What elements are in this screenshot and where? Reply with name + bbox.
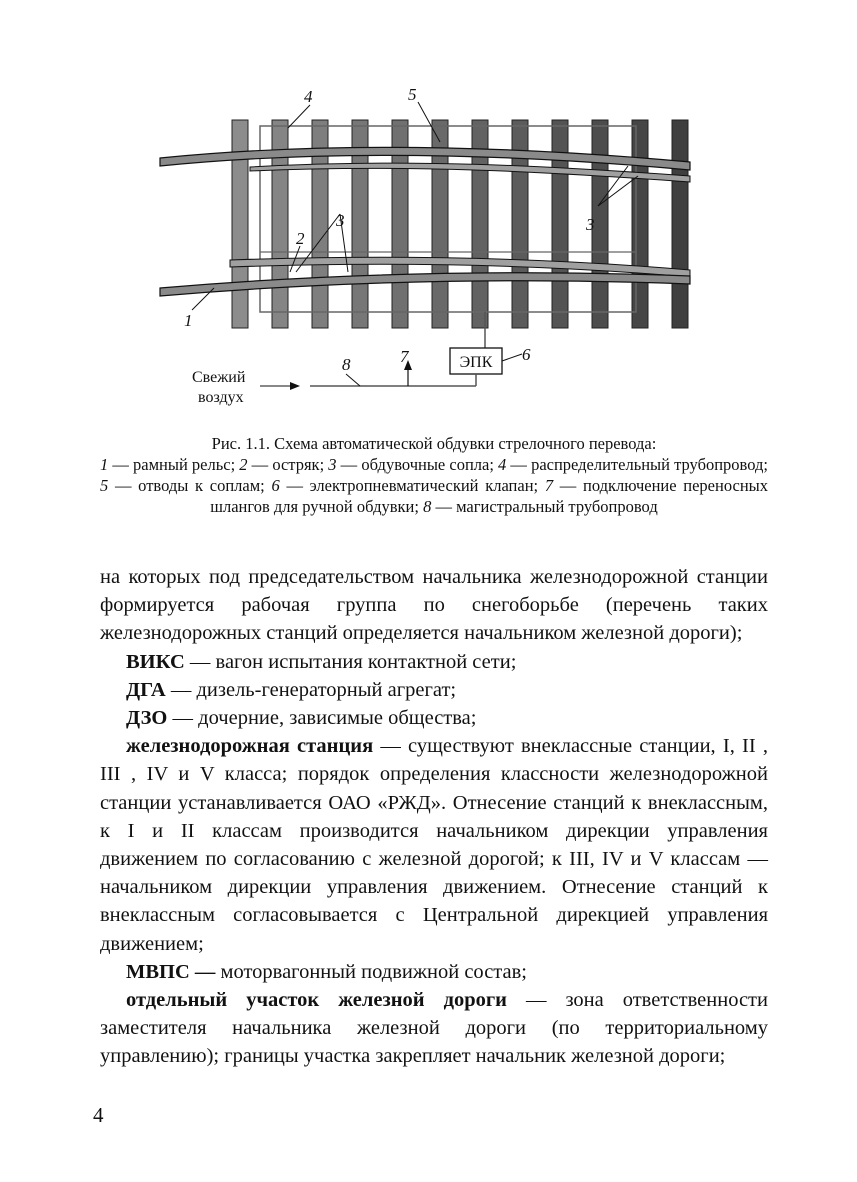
definition-term: отдельный участок железной дороги	[126, 989, 507, 1012]
label-1: 1	[184, 311, 193, 330]
definition-text: — зона ответственности заместителя начальника железной дороги (по территориальному управлению); границы участка закрепляет начальник железной дороги;	[100, 989, 768, 1068]
body-text	[100, 563, 768, 1071]
definition-term: ДЗО	[126, 707, 168, 730]
definition-text: — дочерние, зависимые общества;	[167, 707, 477, 730]
caption-item-text: — магистральный трубопровод	[431, 497, 658, 516]
definition-text: — дизель-генераторный агрегат;	[165, 678, 457, 701]
caption-item-num: 3	[328, 455, 337, 474]
definition-viks	[100, 648, 768, 676]
caption-item-num: 6	[271, 476, 280, 495]
caption-title: Рис. 1.1. Схема автоматической обдувки стрелочного перевода:	[211, 434, 657, 453]
fresh-air-label-line1: Свежий	[192, 369, 246, 386]
epk-label: ЭПК	[459, 354, 493, 371]
label-6: 6	[522, 345, 531, 364]
paragraph-continuation: на которых под председательством начальника железнодорожной станции формируется рабочая группа по снегоборьбе (перечень таких железнодорожных станций определяется начальником железной дороги);	[100, 566, 768, 645]
caption-item-text: — остряк;	[247, 455, 329, 474]
caption-item-text: — электропневматический клапан;	[279, 476, 545, 495]
definition-term: железнодорожная станция	[126, 735, 374, 758]
caption-item-text: — распределительный трубопровод;	[506, 455, 768, 474]
label-7: 7	[400, 347, 409, 366]
leader-line-4	[288, 105, 310, 128]
switch-blowing-diagram	[150, 84, 710, 414]
page-number: 4	[93, 1103, 104, 1127]
caption-item-num: 4	[498, 455, 507, 474]
definition-dzo	[100, 704, 768, 732]
definition-term: ВИКС	[126, 650, 185, 673]
sleeper	[552, 120, 568, 328]
definition-text: моторвагонный подвижной состав;	[215, 960, 527, 983]
definition-dga	[100, 676, 768, 704]
definition-railway-section	[100, 986, 768, 1071]
label-5: 5	[408, 85, 417, 104]
caption-item-num: 5	[100, 476, 109, 495]
caption-item-num: 1	[100, 455, 109, 474]
definition-text: — существуют внеклассные станции, I, II , III , IV и V класса; порядок определения классности железнодорожной станции устанавливается ОАО «РЖД». Отнесение станций к внеклассным, к I и II классам производится начальником дирекции управления движением по согласованию с железной дорогой; к III, IV и V классам — начальником дирекции управления движением. Отнесение станций к внеклассным согласовывается с Центральной дирекцией управления движением;	[100, 735, 768, 955]
definition-text: — вагон испытания контактной сети;	[184, 650, 517, 673]
definition-railway-station	[100, 732, 768, 958]
sleeper	[632, 120, 648, 328]
caption-item-text: — рамный рельс;	[108, 455, 240, 474]
fresh-air-label-line2: воздух	[198, 389, 244, 406]
leader-line-8	[346, 374, 360, 386]
label-3-upper: 3	[586, 215, 595, 234]
caption-item-num: 2	[239, 455, 248, 474]
label-8: 8	[342, 355, 351, 374]
figure-caption	[100, 433, 768, 517]
caption-item-num: 8	[423, 497, 432, 516]
label-2: 2	[296, 229, 305, 248]
caption-legend	[100, 454, 768, 517]
label-4: 4	[304, 87, 313, 106]
caption-item-text: — подключение переносных шлангов для ручной обдувки;	[210, 476, 768, 516]
label-3-lower: 3	[336, 211, 345, 230]
definition-term: ДГА	[126, 678, 166, 701]
leader-line-6	[502, 354, 522, 361]
sleeper	[672, 120, 688, 328]
caption-item-text: — обдувочные сопла;	[336, 455, 499, 474]
fresh-air-arrow-head	[290, 382, 300, 390]
caption-item-num: 7	[544, 476, 554, 495]
definition-term: МВПС —	[126, 960, 216, 983]
caption-item-text: — отводы к соплам;	[108, 476, 272, 495]
definition-mvps	[100, 958, 768, 986]
